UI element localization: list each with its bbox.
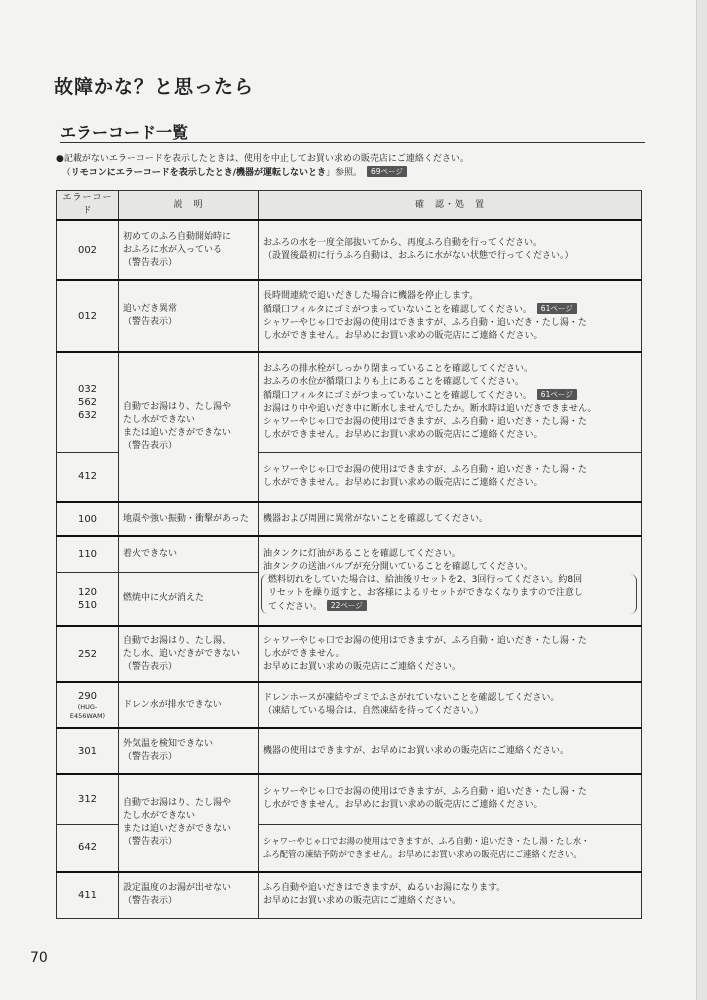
error-description: 初めてのふろ自動開始時に おふろに水が入っている （警告表示） bbox=[119, 220, 259, 280]
error-description: 自動でお湯はり、たし湯、 たし水、追いだきができない （警告表示） bbox=[119, 626, 259, 682]
error-code: 002 bbox=[57, 220, 119, 280]
note-close: 」参照。 bbox=[326, 168, 363, 178]
error-action: シャワーやじゃ口でお湯の使用はできますが、ふろ自動・追いだき・たし湯・たし水・ ふろ配管の凍結予防ができません。お早めにお買い求めの販売店にご連絡ください。 bbox=[259, 824, 642, 872]
table-row bbox=[57, 536, 642, 572]
table-row bbox=[57, 872, 642, 918]
header-action: 確 認・処 置 bbox=[259, 191, 642, 221]
error-action: 油タンクに灯油があることを確認してください。 油タンクの送油バルブが充分開いていることを確認してください。 燃料切れをしていた場合は、給油後リセットを2、3回行ってください。約8回 リセットを繰り返すと、お客様によるリセットができなくなりますので注意し てください。 22ページ bbox=[259, 536, 642, 626]
error-code: 012 bbox=[57, 280, 119, 352]
error-description: 自動でお湯はり、たし湯や たし水ができない または追いだきができない （警告表示） bbox=[119, 352, 259, 502]
table-row bbox=[57, 682, 642, 728]
error-code: 312 bbox=[57, 774, 119, 824]
error-action: シャワーやじゃ口でお湯の使用はできますが、ふろ自動・追いだき・たし湯・た し水ができません。 お早めにお買い求めの販売店にご連絡ください。 bbox=[259, 626, 642, 682]
page-ref-badge: 61ページ bbox=[537, 303, 577, 314]
page-ref-badge: 22ページ bbox=[327, 600, 367, 611]
note-reference: リモコンにエラーコードを表示したとき/機器が運転しないとき bbox=[70, 168, 327, 178]
error-code: 412 bbox=[57, 452, 119, 502]
error-action: 長時間連続で追いだきした場合に機器を停止します。 循環口フィルタにゴミがつまっていないことを確認してください。 61ページ シャワーやじゃ口でお湯の使用はできますが、ふろ自動・追いだき・たし湯・た し水ができません。お早めにお買い求めの販売店にご連絡ください。 bbox=[259, 280, 642, 352]
error-description: 追いだき異常 （警告表示） bbox=[119, 280, 259, 352]
page-number: 70 bbox=[30, 950, 48, 966]
error-description: 設定温度のお湯が出せない （警告表示） bbox=[119, 872, 259, 918]
error-code: 120 510 bbox=[57, 572, 119, 626]
table-row bbox=[57, 220, 642, 280]
section-rule bbox=[60, 142, 645, 143]
error-action: おふろの水を一度全部抜いてから、再度ふろ自動を行ってください。 （設置後最初に行うふろ自動は、おふろに水がない状態で行ってください。） bbox=[259, 220, 642, 280]
error-code: 100 bbox=[57, 502, 119, 536]
model-note: (HUG-E456WAM) bbox=[69, 702, 106, 720]
table-row bbox=[57, 774, 642, 824]
header-description: 説 明 bbox=[119, 191, 259, 221]
error-code: 110 bbox=[57, 536, 119, 572]
error-code: 301 bbox=[57, 728, 119, 774]
error-action: シャワーやじゃ口でお湯の使用はできますが、ふろ自動・追いだき・たし湯・た し水ができません。お早めにお買い求めの販売店にご連絡ください。 bbox=[259, 452, 642, 502]
intro-note bbox=[56, 152, 656, 180]
error-code: 642 bbox=[57, 824, 119, 872]
page-ref-badge: 61ページ bbox=[537, 389, 577, 400]
error-code-table bbox=[56, 190, 642, 919]
page-title: 故障かな？と思ったら bbox=[54, 76, 255, 98]
error-code: 290 (HUG-E456WAM) bbox=[57, 682, 119, 728]
note-open-bracket: （ bbox=[61, 168, 71, 178]
table-row bbox=[57, 280, 642, 352]
error-description: 燃焼中に火が消えた bbox=[119, 572, 259, 626]
page-ref-badge: 69ページ bbox=[367, 166, 407, 177]
table-row bbox=[57, 352, 642, 452]
error-action: ドレンホースが凍結やゴミでふさがれていないことを確認してください。 （凍結している場合は、自然凍結を待ってください。） bbox=[259, 682, 642, 728]
header-code: エラーコード bbox=[57, 191, 119, 221]
note-line-1: ●記載がないエラーコードを表示したときは、使用を中止してお買い求めの販売店にご連絡ください。 bbox=[56, 154, 469, 164]
error-description: ドレン水が排水できない bbox=[119, 682, 259, 728]
section-title: エラーコード一覧 bbox=[60, 123, 189, 142]
error-action: 機器の使用はできますが、お早めにお買い求めの販売店にご連絡ください。 bbox=[259, 728, 642, 774]
error-description: 自動でお湯はり、たし湯や たし水ができない または追いだきができない （警告表示） bbox=[119, 774, 259, 872]
table-row bbox=[57, 626, 642, 682]
error-code: 032 562 632 bbox=[57, 352, 119, 452]
error-action: 機器および周囲に異常がないことを確認してください。 bbox=[259, 502, 642, 536]
table-row bbox=[57, 728, 642, 774]
table-row bbox=[57, 502, 642, 536]
error-code: 411 bbox=[57, 872, 119, 918]
error-description: 着火できない bbox=[119, 536, 259, 572]
error-code: 252 bbox=[57, 626, 119, 682]
note-line-2 bbox=[56, 166, 656, 180]
error-action: シャワーやじゃ口でお湯の使用はできますが、ふろ自動・追いだき・たし湯・た し水ができません。お早めにお買い求めの販売店にご連絡ください。 bbox=[259, 774, 642, 824]
error-action: ふろ自動や追いだきはできますが、ぬるいお湯になります。 お早めにお買い求めの販売店にご連絡ください。 bbox=[259, 872, 642, 918]
page-edge bbox=[696, 0, 707, 1000]
error-action: おふろの排水栓がしっかり閉まっていることを確認してください。 おふろの水位が循環口よりも上にあることを確認してください。 循環口フィルタにゴミがつまっていないことを確認してください。 61ページ お湯はり中や追いだき中に断水しませんでしたか。断水時は追いだきできません。 シャワーやじゃ口でお湯の使用はできますが、ふろ自動・追いだき・たし湯・た し水ができません。お早めにお買い求めの販売店にご連絡ください。 bbox=[259, 352, 642, 452]
error-description: 外気温を検知できない （警告表示） bbox=[119, 728, 259, 774]
error-description: 地震や強い振動・衝撃があった bbox=[119, 502, 259, 536]
fuel-note: 燃料切れをしていた場合は、給油後リセットを2、3回行ってください。約8回 リセットを繰り返すと、お客様によるリセットができなくなりますので注意し てください。 22ページ bbox=[261, 574, 637, 614]
table-header-row bbox=[57, 191, 642, 221]
